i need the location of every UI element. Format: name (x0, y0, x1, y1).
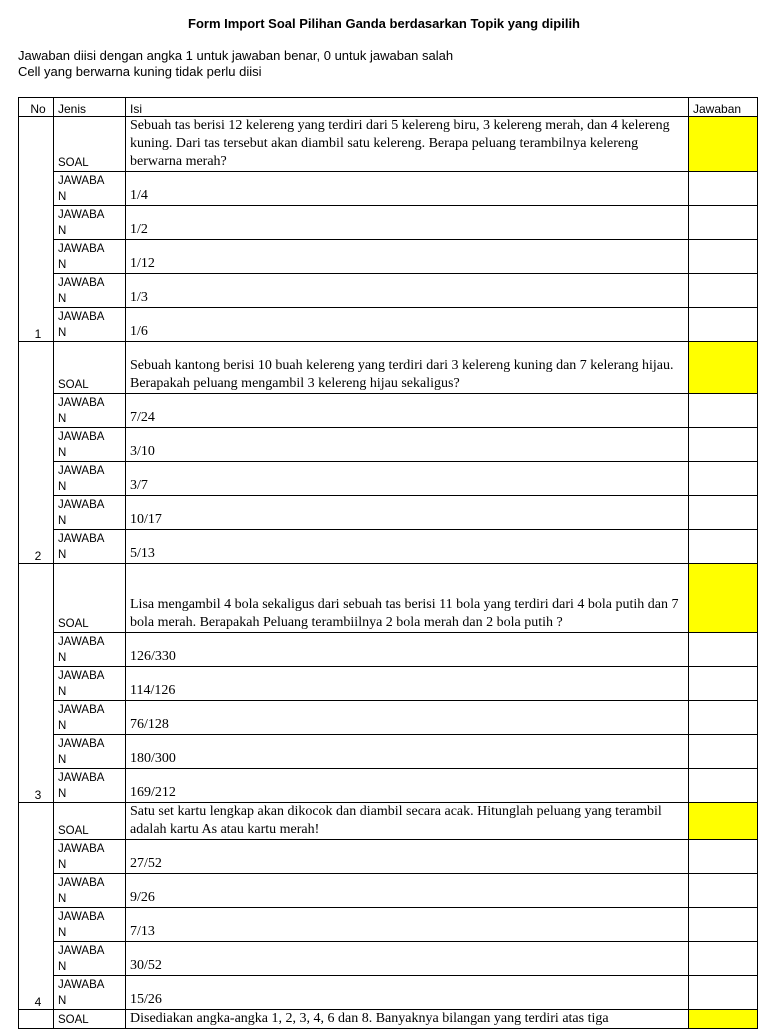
answer-input-cell[interactable] (689, 274, 758, 308)
answer-cell-disabled (689, 342, 758, 394)
header-jawaban: Jawaban (689, 98, 758, 117)
type-label-line: N (58, 652, 67, 664)
question-number (19, 1010, 54, 1029)
type-label-line: N (58, 859, 67, 871)
type-label-line: N (58, 481, 67, 493)
type-label-line: JAWABA (58, 738, 105, 750)
type-label-jawaban (54, 394, 126, 428)
type-label-soal: SOAL (54, 1010, 126, 1029)
type-label-jawaban (54, 308, 126, 342)
type-label-line: N (58, 927, 67, 939)
question-row (19, 342, 758, 394)
question-number: 2 (19, 342, 54, 564)
header-row (19, 98, 758, 117)
type-label-line: JAWABA (58, 277, 105, 289)
answer-cell-disabled (689, 117, 758, 172)
type-label-line: JAWABA (58, 243, 105, 255)
question-number: 4 (19, 803, 54, 1010)
instruction-note: Cell yang berwarna kuning tidak perlu diisi (18, 64, 262, 79)
option-row (19, 206, 758, 240)
answer-input-cell[interactable] (689, 769, 758, 803)
option-text: 1/12 (126, 240, 689, 274)
answer-input-cell[interactable] (689, 667, 758, 701)
type-label-jawaban (54, 667, 126, 701)
instruction-note: Jawaban diisi dengan angka 1 untuk jawaban benar, 0 untuk jawaban salah (18, 48, 454, 63)
option-text: 169/212 (126, 769, 689, 803)
option-text: 7/13 (126, 908, 689, 942)
type-label-line: N (58, 754, 67, 766)
option-row (19, 908, 758, 942)
type-label-line: N (58, 413, 67, 425)
type-label-jawaban (54, 274, 126, 308)
type-label-jawaban (54, 496, 126, 530)
answer-input-cell[interactable] (689, 735, 758, 769)
type-label-line: N (58, 720, 67, 732)
type-label-line: JAWABA (58, 397, 105, 409)
type-label-line: JAWABA (58, 175, 105, 187)
answer-cell-disabled (689, 564, 758, 633)
option-row (19, 274, 758, 308)
option-text: 10/17 (126, 496, 689, 530)
question-row (19, 803, 758, 840)
type-label-line: N (58, 191, 67, 203)
header-isi: Isi (126, 98, 689, 117)
type-label-jawaban (54, 240, 126, 274)
type-label-line: N (58, 893, 67, 905)
type-label-jawaban (54, 633, 126, 667)
answer-input-cell[interactable] (689, 462, 758, 496)
type-label-jawaban (54, 976, 126, 1010)
option-text: 3/10 (126, 428, 689, 462)
type-label-jawaban (54, 942, 126, 976)
question-table (18, 97, 758, 1029)
type-label-line: JAWABA (58, 465, 105, 477)
answer-input-cell[interactable] (689, 942, 758, 976)
option-row (19, 633, 758, 667)
option-text: 15/26 (126, 976, 689, 1010)
answer-input-cell[interactable] (689, 240, 758, 274)
type-label-jawaban (54, 462, 126, 496)
type-label-line: JAWABA (58, 979, 105, 991)
type-label-line: JAWABA (58, 877, 105, 889)
option-text: 114/126 (126, 667, 689, 701)
option-text: 5/13 (126, 530, 689, 564)
option-text: 1/2 (126, 206, 689, 240)
type-label-line: N (58, 961, 67, 973)
type-label-line: N (58, 515, 67, 527)
type-label-line: JAWABA (58, 772, 105, 784)
type-label-line: JAWABA (58, 843, 105, 855)
answer-input-cell[interactable] (689, 530, 758, 564)
type-label-line: JAWABA (58, 911, 105, 923)
question-number: 1 (19, 117, 54, 342)
option-row (19, 874, 758, 908)
answer-input-cell[interactable] (689, 633, 758, 667)
type-label-line: JAWABA (58, 209, 105, 221)
option-row (19, 496, 758, 530)
option-text: 27/52 (126, 840, 689, 874)
question-text: Sebuah kantong berisi 10 buah kelereng yang terdiri dari 3 kelereng kuning dan 7 kelerang hijau. Berapakah peluang mengambil 3 kelereng hijau sekaligus? (126, 342, 689, 394)
type-label-line: JAWABA (58, 945, 105, 957)
option-text: 9/26 (126, 874, 689, 908)
type-label-line: N (58, 327, 67, 339)
type-label-line: JAWABA (58, 431, 105, 443)
answer-input-cell[interactable] (689, 840, 758, 874)
type-label-jawaban (54, 769, 126, 803)
option-row (19, 394, 758, 428)
answer-input-cell[interactable] (689, 308, 758, 342)
type-label-jawaban (54, 701, 126, 735)
option-row (19, 735, 758, 769)
option-text: 3/7 (126, 462, 689, 496)
header-no: No (19, 98, 54, 117)
option-row (19, 240, 758, 274)
option-row (19, 769, 758, 803)
question-row (19, 1010, 758, 1029)
answer-cell-disabled (689, 1010, 758, 1029)
option-text: 30/52 (126, 942, 689, 976)
answer-input-cell[interactable] (689, 976, 758, 1010)
question-text: Satu set kartu lengkap akan dikocok dan diambil secara acak. Hitunglah peluang yang terambil adalah kartu As atau kartu merah! (126, 803, 689, 840)
option-row (19, 172, 758, 206)
answer-input-cell[interactable] (689, 908, 758, 942)
option-row (19, 701, 758, 735)
type-label-line: N (58, 259, 67, 271)
page-title: Form Import Soal Pilihan Ganda berdasarkan Topik yang dipilih (188, 16, 580, 31)
option-row (19, 667, 758, 701)
option-text: 180/300 (126, 735, 689, 769)
type-label-line: N (58, 549, 67, 561)
answer-input-cell[interactable] (689, 701, 758, 735)
answer-input-cell[interactable] (689, 496, 758, 530)
type-label-line: N (58, 995, 67, 1007)
question-text: Sebuah tas berisi 12 kelereng yang terdiri dari 5 kelereng biru, 3 kelereng merah, dan 4 kelereng kuning. Dari tas tersebut akan diambil satu kelereng. Berapa peluang terambilnya kelereng berwarna merah? (126, 117, 689, 172)
answer-input-cell[interactable] (689, 428, 758, 462)
option-text: 1/4 (126, 172, 689, 206)
type-label-line: JAWABA (58, 499, 105, 511)
type-label-jawaban (54, 840, 126, 874)
type-label-jawaban (54, 874, 126, 908)
type-label-line: JAWABA (58, 670, 105, 682)
answer-cell-disabled (689, 803, 758, 840)
header-jenis: Jenis (54, 98, 126, 117)
option-text: 76/128 (126, 701, 689, 735)
type-label-line: JAWABA (58, 533, 105, 545)
type-label-line: N (58, 225, 67, 237)
question-row (19, 117, 758, 172)
option-row (19, 840, 758, 874)
type-label-line: JAWABA (58, 636, 105, 648)
type-label-jawaban (54, 908, 126, 942)
type-label-soal: SOAL (54, 564, 126, 633)
question-row (19, 564, 758, 633)
answer-input-cell[interactable] (689, 874, 758, 908)
option-text: 1/3 (126, 274, 689, 308)
type-label-soal: SOAL (54, 117, 126, 172)
answer-input-cell[interactable] (689, 172, 758, 206)
option-text: 7/24 (126, 394, 689, 428)
answer-input-cell[interactable] (689, 394, 758, 428)
type-label-line: N (58, 788, 67, 800)
question-number: 3 (19, 564, 54, 803)
option-row (19, 942, 758, 976)
type-label-line: JAWABA (58, 311, 105, 323)
option-row (19, 976, 758, 1010)
type-label-jawaban (54, 206, 126, 240)
type-label-line: JAWABA (58, 704, 105, 716)
type-label-jawaban (54, 530, 126, 564)
option-row (19, 530, 758, 564)
option-row (19, 428, 758, 462)
type-label-jawaban (54, 172, 126, 206)
question-text: Lisa mengambil 4 bola sekaligus dari sebuah tas berisi 11 bola yang terdiri dari 4 bola putih dan 7 bola merah. Berapakah Peluang terambiilnya 2 bola merah dan 2 bola putih ? (126, 564, 689, 633)
option-text: 126/330 (126, 633, 689, 667)
type-label-jawaban (54, 428, 126, 462)
type-label-soal: SOAL (54, 342, 126, 394)
type-label-line: N (58, 447, 67, 459)
option-row (19, 462, 758, 496)
type-label-jawaban (54, 735, 126, 769)
question-text: Disediakan angka-angka 1, 2, 3, 4, 6 dan 8. Banyaknya bilangan yang terdiri atas tiga (126, 1010, 689, 1029)
option-row (19, 308, 758, 342)
type-label-line: N (58, 686, 67, 698)
type-label-soal: SOAL (54, 803, 126, 840)
answer-input-cell[interactable] (689, 206, 758, 240)
type-label-line: N (58, 293, 67, 305)
option-text: 1/6 (126, 308, 689, 342)
